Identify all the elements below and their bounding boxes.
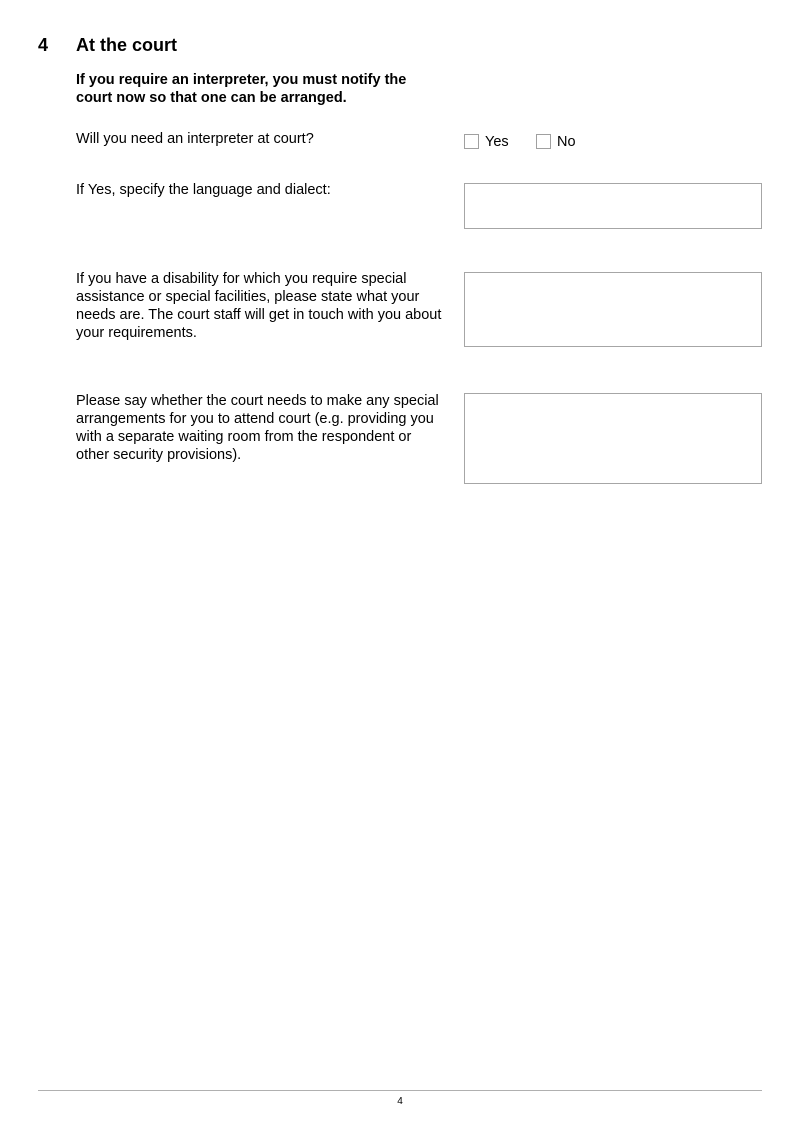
section-number: 4	[38, 35, 49, 55]
footer-divider	[38, 1090, 762, 1091]
disability-question-label: If you have a disability for which you require special assistance or special facilities, please state what your needs are. The court staff will get in touch with you about your requirements.	[76, 271, 442, 341]
language-question-label: If Yes, specify the language and dialect:	[76, 182, 331, 198]
interpreter-yes-option[interactable]	[464, 133, 509, 149]
language-dialect-field[interactable]	[464, 183, 762, 229]
interpreter-yes-checkbox[interactable]	[464, 134, 479, 149]
special-arrangements-field[interactable]	[464, 393, 762, 484]
interpreter-no-option[interactable]	[536, 133, 576, 149]
disability-needs-field[interactable]	[464, 272, 762, 347]
interpreter-no-checkbox[interactable]	[536, 134, 551, 149]
interpreter-yes-label: Yes	[485, 134, 509, 150]
interpreter-question-label: Will you need an interpreter at court?	[76, 131, 314, 147]
page-number: 4	[397, 1096, 403, 1107]
arrangements-question-label: Please say whether the court needs to make any special arrangements for you to attend court (e.g. providing you with a separate waiting room from the respondent or other security provisions).	[76, 393, 439, 463]
section-title: At the court	[76, 35, 177, 55]
interpreter-notice: If you require an interpreter, you must notify the court now so that one can be arranged.	[76, 72, 407, 106]
interpreter-no-label: No	[557, 134, 576, 150]
